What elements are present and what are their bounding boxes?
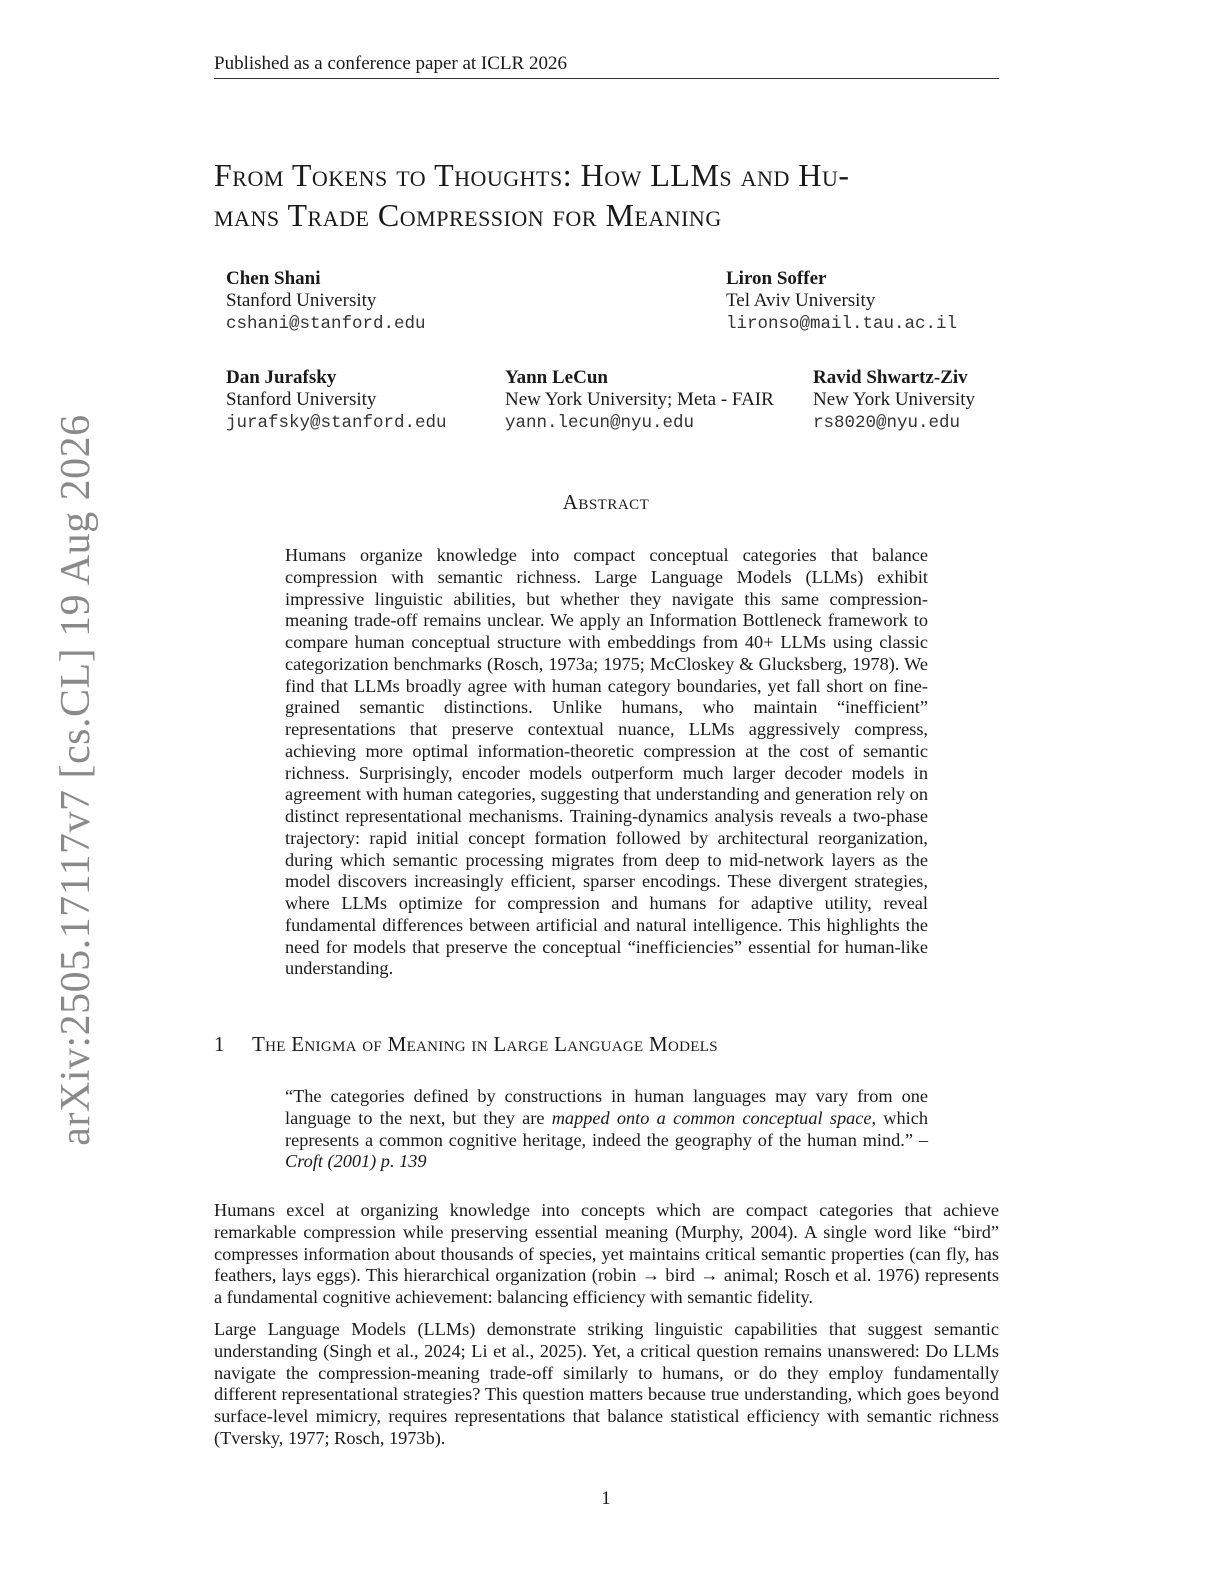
author-affiliation: Stanford University	[226, 290, 377, 311]
author-email[interactable]: cshani@stanford.edu	[226, 314, 426, 334]
author-email[interactable]: rs8020@nyu.edu	[813, 413, 961, 433]
paper-title	[214, 155, 1014, 235]
page-number: 1	[601, 1488, 611, 1509]
author-affiliation: Stanford University	[226, 389, 377, 410]
section-heading	[214, 1032, 1004, 1057]
abstract-text: Humans organize knowledge into compact conceptual categories that balance compression with semantic richness. Large Language Models (LLMs) exhibit impressive linguistic abilities, but whether they navigate this same compression-meaning trade-off remains unclear. We apply an Information Bottleneck framework to compare human conceptual structure with embeddings from 40+ LLMs using classic categorization benchmarks (Rosch, 1973a; 1975; McCloskey & Glucksberg, 1978). We find that LLMs broadly agree with human category boundaries, yet fall short on fine-grained semantic distinctions. Unlike humans, who maintain “inefficient” representations that preserve contextual nuance, LLMs aggressively compress, achieving more optimal information-theoretic compression at the cost of semantic richness. Surprisingly, encoder models outperform much larger decoder models in agreement with human categories, suggesting that understanding and generation rely on distinct representational mechanisms. Training-dynamics analysis reveals a two-phase trajectory: rapid initial concept formation followed by architectural reorganization, during which semantic processing migrates from deep to mid-network layers as the model discovers increasingly efficient, sparser encodings. These divergent strategies, where LLMs optimize for compression and humans for adaptive utility, reveal fundamental differences between artificial and natural intelligence. This highlights the need for models that preserve the conceptual “inefficiencies” essential for human-like understanding.	[285, 545, 928, 979]
arxiv-identifier: arXiv:2505.17117v7 [cs.CL] 19 Aug 2026	[53, 414, 99, 1146]
author-email[interactable]: lironso@mail.tau.ac.il	[726, 314, 958, 334]
section-title: The Enigma of Meaning in Large Language Models	[252, 1032, 718, 1056]
abstract-heading: Abstract	[562, 490, 650, 514]
author-affiliation: New York University; Meta - FAIR	[505, 389, 774, 410]
author-name: Yann LeCun	[505, 367, 608, 388]
author-email[interactable]: jurafsky@stanford.edu	[226, 413, 447, 433]
author-affiliation: Tel Aviv University	[726, 290, 876, 311]
author-block	[226, 367, 447, 435]
author-block	[505, 367, 774, 435]
author-name: Dan Jurafsky	[226, 367, 337, 388]
quote-text-end: , which represents a common cognitive heritage, indeed the geography of the human mind.”	[285, 1107, 928, 1150]
section-number: 1	[214, 1032, 225, 1056]
author-affiliation: New York University	[813, 389, 976, 410]
author-name: Liron Soffer	[726, 268, 827, 289]
author-block	[226, 268, 426, 336]
paper-title-line1: From Tokens to Thoughts: How LLMs and Hu-	[214, 157, 850, 193]
quote-citation: –Croft (2001) p. 139	[285, 1129, 928, 1172]
quote-text-start: “The categories defined by constructions in human languages may vary from one language to the next, but they are	[285, 1086, 928, 1128]
author-name: Ravid Shwartz-Ziv	[813, 367, 968, 388]
body-paragraph: Humans excel at organizing knowledge into concepts which are compact categories that achieve remarkable compression while preserving essential meaning (Murphy, 2004). A single word like “bird” compresses information about thousands of species, yet maintains critical semantic properties (can fly, has feathers, lays eggs). This hierarchical organization (robin → bird → animal; Rosch et al. 1976) represents a fundamental cognitive achievement: balancing efficiency with semantic fidelity.	[214, 1200, 999, 1307]
epigraph-quote	[285, 1086, 928, 1173]
running-head: Published as a conference paper at ICLR 2026	[214, 52, 999, 79]
paper-title-line2: mans Trade Compression for Meaning	[214, 197, 722, 233]
author-name: Chen Shani	[226, 268, 321, 289]
author-email[interactable]: yann.lecun@nyu.edu	[505, 413, 695, 433]
quote-emphasis: mapped onto a common conceptual space	[551, 1107, 872, 1128]
author-block	[813, 367, 975, 435]
author-block	[726, 268, 957, 336]
body-paragraph: Large Language Models (LLMs) demonstrate striking linguistic capabilities that suggest semantic understanding (Singh et al., 2024; Li et al., 2025). Yet, a critical question remains unanswered: Do LLMs navigate the compression-meaning trade-off similarly to humans, or do they employ fundamentally different representational strategies? This question matters because true understanding, which goes beyond surface-level mimicry, requires representations that balance statistical efficiency with semantic richness (Tversky, 1977; Rosch, 1973b).	[214, 1319, 999, 1448]
